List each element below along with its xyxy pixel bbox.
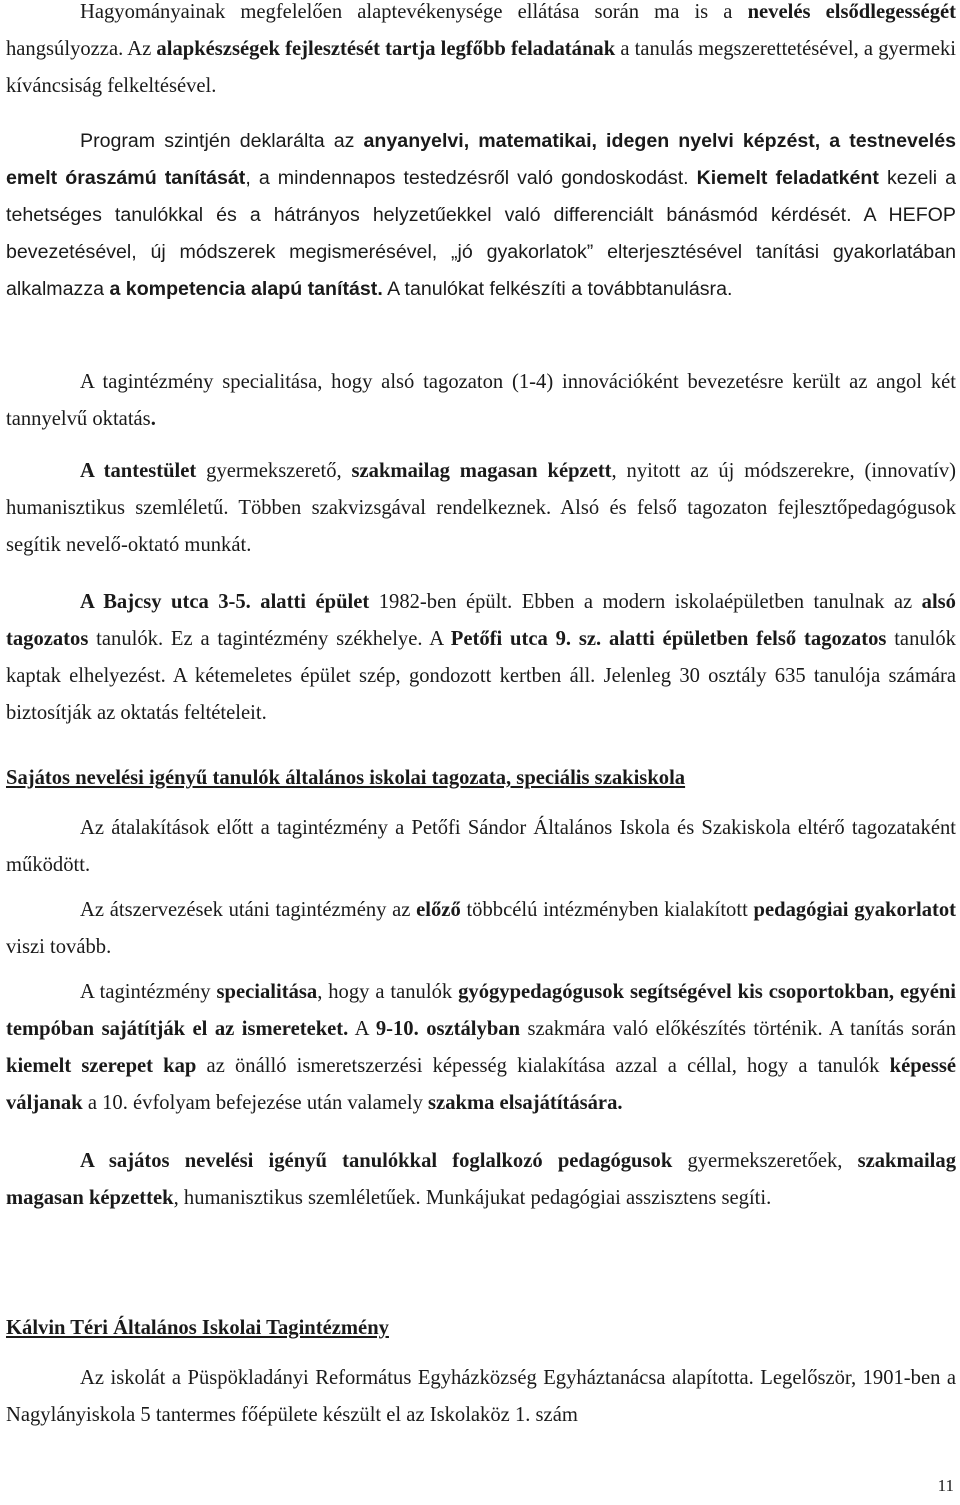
bold-text: A Bajcsy utca 3-5. alatti épület bbox=[80, 591, 370, 613]
page-number: 11 bbox=[937, 1476, 954, 1495]
paragraph-founding: Az iskolát a Püspökladányi Református Egyházközség Egyháztanácsa alapította. Legelőször, 1901-ben a Nagylányiskola 5 tantermes főépülete készült el az Iskolaköz 1. szám bbox=[6, 1367, 956, 1426]
section-heading-special-needs: Sajátos nevelési igényű tanulók általános iskolai tagozata, speciális szakiskola bbox=[6, 767, 686, 789]
paragraph-teachers: A sajátos nevelési igényű tanulókkal foglalkozó pedagógusok gyermekszeretőek, szakmailag magasan képzettek, humanisztikus szemléletűek. Munkájukat pedagógiai asszisztens segíti. bbox=[6, 1150, 956, 1209]
bold-text: A tantestület bbox=[80, 460, 197, 482]
paragraph-reorganization: Az átszervezések utáni tagintézmény az előző többcélú intézményben kialakított pedagógiai gyakorlatot viszi tovább. bbox=[6, 899, 957, 958]
bold-text: . bbox=[150, 408, 156, 430]
paragraph-history: Az átalakítások előtt a tagintézmény a Petőfi Sándor Általános Iskola és Szakiskola eltérő tagozataként működött. bbox=[6, 817, 956, 876]
bold-text: gyógypedagógusok segítségével kis csoportokban, egyéni tempóban sajátítják el az ismereteket. bbox=[6, 981, 957, 1040]
bold-text: előző bbox=[416, 899, 461, 921]
bold-text: szakma elsajátítására. bbox=[428, 1092, 623, 1114]
bold-text: kiemelt szerepet kap bbox=[6, 1055, 197, 1077]
paragraph-program: Program szintjén deklarálta az anyanyelvi, matematikai, idegen nyelvi képzést, a testnevelés emelt óraszámú tanítását, a mindennapos testedzésről való gondoskodást. Kiemelt feladatként kezeli a tehetséges tanulókkal és a hátrányos helyzetűekkel való differenciált bánásmód kérdését. A HEFOP bevezetésével, új módszerek megismerésével, „jó gyakorlatok” elterjesztésével tanítási gyakorlatában alkalmazza a kompetencia alapú tanítást. A tanulókat felkészíti a továbbtanulásra. bbox=[6, 130, 956, 300]
bold-text: képessé váljanak bbox=[6, 1055, 956, 1114]
bold-text: nevelés elsődlegességét bbox=[747, 1, 956, 23]
bold-text: pedagógiai gyakorlatot bbox=[753, 899, 957, 921]
bold-text: szakmailag magasan képzett bbox=[351, 460, 612, 482]
bold-text: Petőfi utca 9. sz. alatti épületben felső tagozatos bbox=[450, 628, 887, 650]
bold-text: szakmailag magasan képzettek bbox=[6, 1150, 956, 1209]
bold-text: alapkészségek fejlesztését tartja legfőbb feladatának bbox=[156, 38, 616, 60]
bold-text: anyanyelvi, matematikai, idegen nyelvi képzést, a testnevelés emelt óraszámú tanítását bbox=[6, 130, 956, 189]
bold-text: A sajátos nevelési igényű tanulókkal foglalkozó pedagógusok bbox=[80, 1150, 673, 1172]
bold-text: 9-10. osztályban bbox=[375, 1018, 521, 1040]
paragraph-specialty-special-needs: A tagintézmény specialitása, hogy a tanulók gyógypedagógusok segítségével kis csoportokban, egyéni tempóban sajátítják el az ismereteket. A 9-10. osztályban szakmára való előkészítés történik. A tanítás során kiemelt szerepet kap az önálló ismeretszerzési képesség kialakítása azzal a céllal, hogy a tanulók képessé váljanak a 10. évfolyam befejezése után valamely szakma elsajátítására. bbox=[6, 981, 957, 1114]
section-heading-kalvin-ter: Kálvin Téri Általános Iskolai Tagintézmény bbox=[6, 1317, 389, 1339]
bold-text: alsó tagozatos bbox=[6, 591, 956, 650]
bold-text: Kiemelt feladatként bbox=[696, 167, 879, 189]
paragraph-staff: A tantestület gyermekszerető, szakmailag magasan képzett, nyitott az új módszerekre, (innovatív) humanisztikus szemléletű. Többen szakvizsgával rendelkeznek. Alsó és felső tagozaton fejlesztőpedagógusok segítik nevelő-oktató munkát. bbox=[6, 460, 956, 556]
bold-text: specialitása bbox=[216, 981, 318, 1003]
paragraph-tradition: Hagyományainak megfelelően alaptevékenysége ellátása során ma is a nevelés elsődlegességét hangsúlyozza. Az alapkészségek fejlesztését tartja legfőbb feladatának a tanulás megszerettetésével, a gyermeki kíváncsiság felkeltésével. bbox=[6, 1, 956, 97]
bold-text: a kompetencia alapú tanítást. bbox=[109, 278, 383, 300]
paragraph-buildings: A Bajcsy utca 3-5. alatti épület 1982-ben épült. Ebben a modern iskolaépületben tanulnak az alsó tagozatos tanulók. Ez a tagintézmény székhelye. A Petőfi utca 9. sz. alatti épületben felső tagozatos tanulók kaptak elhelyezést. A kétemeletes épület szép, gondozott kertben áll. Jelenleg 30 osztály 635 tanulója számára biztosítják az oktatás feltételeit. bbox=[6, 591, 956, 724]
paragraph-specialty-english: A tagintézmény specialitása, hogy alsó tagozaton (1-4) innovációként bevezetésre került az angol két tannyelvű oktatás. bbox=[6, 371, 956, 430]
